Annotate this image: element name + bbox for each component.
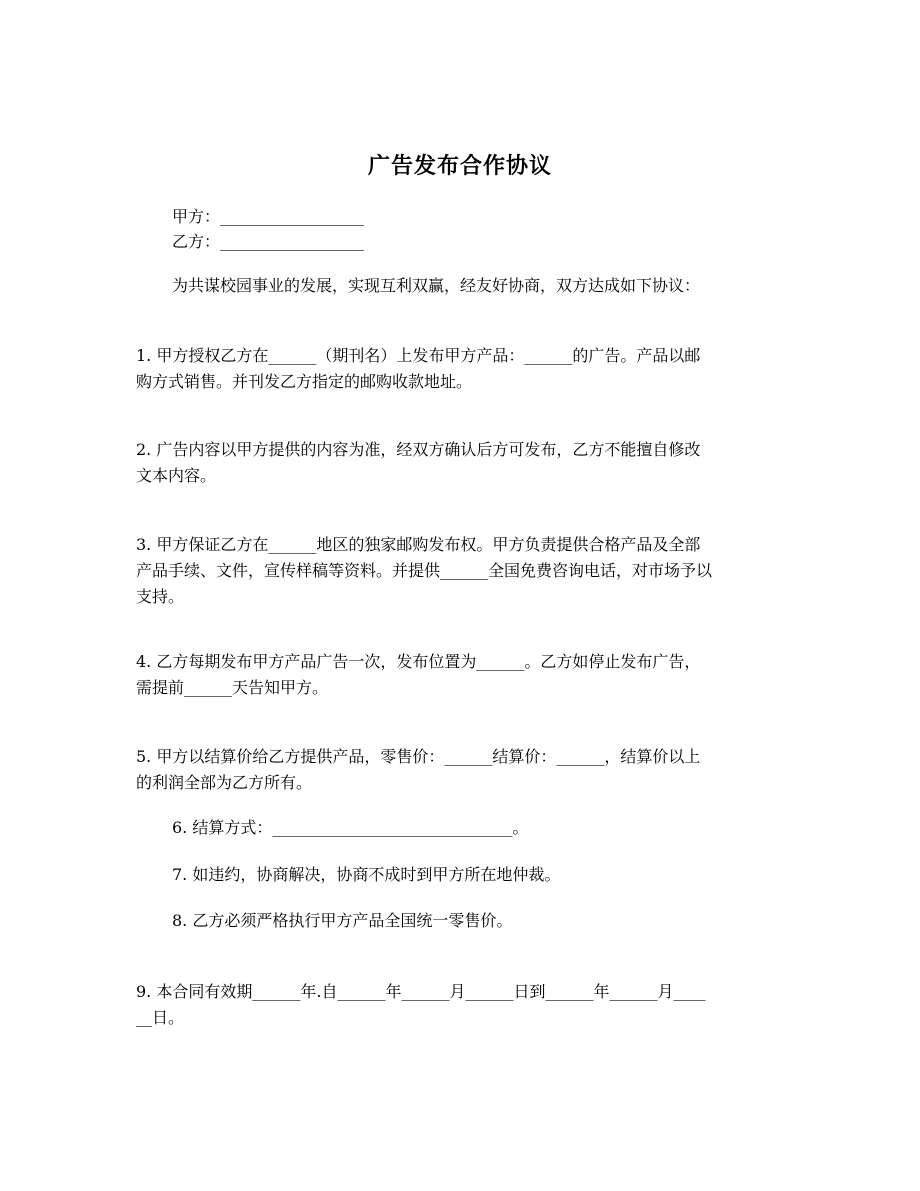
clause-7-line-1: 7. 如违约，协商解决，协商不成时到甲方所在地仲裁。 bbox=[172, 865, 561, 884]
clause-6-line-1: 6. 结算方式：______________________________。 bbox=[172, 818, 529, 837]
clause-1-line-1: 1. 甲方授权乙方在______（期刊名）上发布甲方产品：______的广告。产品以邮 bbox=[136, 346, 701, 365]
clause-2-line-1: 2. 广告内容以甲方提供的内容为准，经双方确认后方可发布，乙方不能擅自修改 bbox=[136, 440, 701, 459]
clause-5-line-1: 5. 甲方以结算价给乙方提供产品，零售价：______结算价：______，结算价以上 bbox=[136, 747, 701, 766]
party-a-line: 甲方：__________________ bbox=[172, 207, 365, 226]
clause-4-line-2: 需提前______天告知甲方。 bbox=[136, 678, 329, 697]
clause-5-line-2: 的利润全部为乙方所有。 bbox=[136, 773, 313, 792]
party-b-line: 乙方：__________________ bbox=[172, 232, 365, 251]
clause-9-line-1: 9. 本合同有效期______年.自______年______月______日到______年______月____ bbox=[136, 982, 706, 1001]
clause-8-line-1: 8. 乙方必须严格执行甲方产品全国统一零售价。 bbox=[172, 911, 513, 930]
clause-1-line-2: 购方式销售。并刊发乙方指定的邮购收款地址。 bbox=[136, 372, 473, 391]
clause-2-line-2: 文本内容。 bbox=[136, 466, 217, 485]
clause-9-line-2: __日。 bbox=[136, 1008, 185, 1027]
intro-paragraph: 为共谋校园事业的发展，实现互利双赢，经友好协商，双方达成如下协议： bbox=[172, 276, 701, 295]
document-title: 广告发布合作协议 bbox=[367, 153, 552, 179]
clause-3-line-1: 3. 甲方保证乙方在______地区的独家邮购发布权。甲方负责提供合格产品及全部 bbox=[136, 535, 701, 554]
clause-3-line-3: 支持。 bbox=[136, 587, 185, 606]
clause-3-line-2: 产品手续、文件，宣传样稿等资料。并提供______全国免费咨询电话，对市场予以 bbox=[136, 561, 713, 580]
clause-4-line-1: 4. 乙方每期发布甲方产品广告一次，发布位置为______。乙方如停止发布广告， bbox=[136, 652, 701, 671]
